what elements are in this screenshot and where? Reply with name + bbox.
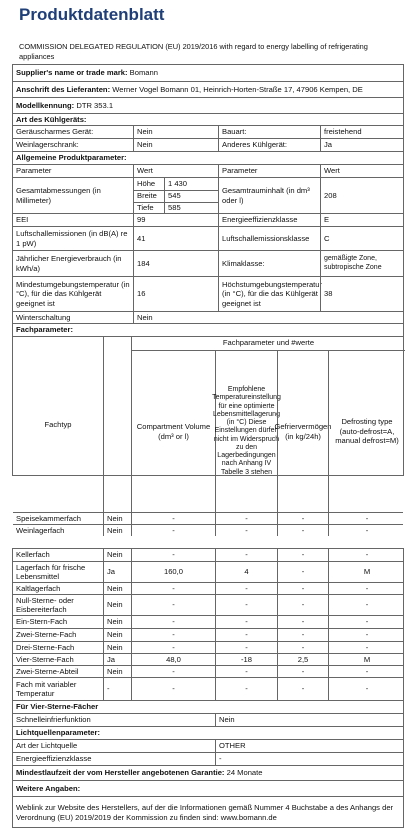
general-header-row: [13, 164, 403, 177]
compartment-row: [13, 582, 403, 594]
compartment-name-cell: Null-Sterne- oder Eisbereiterfach: [16, 595, 74, 614]
compartment-temp-cell: -: [215, 616, 277, 628]
compartment-heading: Fachparameter:: [16, 325, 73, 335]
energy-row: [13, 250, 403, 276]
noise-class-value: C: [320, 227, 405, 250]
noise-label: Luftschallemissionen (in dB(A) re 1 pW): [16, 229, 128, 248]
compartment-defrost-cell: -: [328, 678, 405, 700]
eei-row: [13, 213, 403, 226]
compartment-defrost-cell: M: [328, 562, 405, 582]
compartment-name-cell: Zwei-Sterne-Abteil: [16, 666, 79, 676]
compartment-freeze-cell: -: [277, 629, 328, 641]
min-temp-value: 16: [133, 277, 218, 311]
compartment-defrost-cell: -: [328, 642, 405, 653]
low-noise-label: Geräuscharmes Gerät:: [16, 127, 94, 137]
wine-cabinet-label: Weinlagerschrank:: [16, 140, 79, 150]
compartment-present-cell: Ja: [103, 654, 131, 665]
height-label: Höhe: [137, 179, 156, 188]
compartment-present-cell: Nein: [103, 583, 131, 594]
width-value: 545: [164, 190, 219, 202]
compartment-present-cell: Nein: [103, 666, 131, 677]
compartment-temp-cell: -: [215, 629, 277, 641]
dimensions-label: Gesamtabmessungen (in Millimeter): [16, 186, 101, 205]
warranty-row: [13, 765, 403, 780]
lower-table: [12, 548, 404, 828]
model-row: [13, 97, 403, 113]
supplier-value: Bomann: [129, 68, 158, 78]
compartment-freeze-cell: -: [277, 583, 328, 594]
compartment-name-cell: Ein-Stern-Fach: [16, 617, 68, 627]
compartment-name-cell: Zwei-Sterne-Fach: [16, 630, 77, 640]
compartment-row: [13, 641, 403, 653]
climate-value: gemäßigte Zone, subtropische Zone: [320, 251, 405, 276]
address-row: [13, 81, 403, 97]
winter-row: [13, 311, 403, 323]
compartment-temp-cell: -: [215, 583, 277, 594]
noise-row: [13, 226, 403, 250]
compartment-row: [13, 512, 403, 524]
volume-value: 208: [320, 178, 405, 213]
compartment-row: [13, 561, 403, 582]
light-heading: Lichtquellenparameter:: [16, 728, 100, 738]
compartment-present-cell: Nein: [103, 525, 131, 536]
other-appliance-value: Ja: [320, 139, 405, 151]
compartment-volume-cell: -: [131, 678, 215, 700]
min-temp-label: Mindestumgebungstemperatur (in °C), für die das Kühlgerät geeignet ist: [16, 279, 130, 308]
light-heading-row: [13, 726, 403, 739]
compartment-name-cell: Fach mit variabler Temperatur: [16, 679, 77, 698]
compartment-freeze-cell: -: [277, 595, 328, 615]
winter-label: Winterschaltung: [16, 312, 71, 322]
compartment-name-cell: Weinlagerfach: [16, 525, 65, 535]
compartment-row: [13, 653, 403, 665]
noise-value: 41: [133, 227, 218, 250]
compartment-volume-cell: -: [131, 616, 215, 628]
quick-freeze-row: [13, 713, 403, 726]
compartment-temp-cell: 4: [215, 562, 277, 582]
compartment-volume-cell: 160,0: [131, 562, 215, 582]
appliance-type-heading-row: [13, 113, 403, 125]
value-header: Wert: [133, 165, 218, 177]
compartment-freeze-cell: -: [277, 513, 328, 524]
width-label: Breite: [137, 191, 157, 200]
compartment-freeze-cell: -: [277, 616, 328, 628]
compartment-row: [13, 594, 403, 615]
light-type-value: OTHER: [215, 740, 405, 752]
compartment-name-cell: Lagerfach für frische Lebensmittel: [16, 562, 86, 581]
compartment-temp-cell: -: [215, 549, 277, 561]
compartment-group-header: Fachparameter und #werte: [131, 337, 405, 350]
volume-header: Compartment Volume (dm³ or l): [131, 350, 215, 513]
compartment-volume-cell: -: [131, 629, 215, 641]
compartment-temp-cell: -: [215, 642, 277, 653]
depth-value: 585: [164, 202, 219, 214]
light-class-value: -: [215, 753, 405, 765]
further-heading-row: [13, 780, 403, 796]
further-text-row: [13, 796, 403, 829]
noise-class-label: Luftschallemissionsklasse: [218, 227, 320, 250]
compartment-row: [13, 628, 403, 641]
four-star-heading: Für Vier-Sterne-Fächer: [16, 702, 99, 712]
compartment-present-cell: Nein: [103, 513, 131, 524]
parameter-header: Parameter: [16, 166, 52, 176]
compartment-freeze-cell: -: [277, 525, 328, 536]
compartment-defrost-cell: -: [328, 549, 405, 561]
compartment-defrost-cell: -: [328, 525, 405, 536]
compartment-name-cell: Speisekammerfach: [16, 513, 81, 523]
compartment-row: [13, 665, 403, 677]
compartment-type-header: Fachtyp: [44, 419, 72, 429]
wine-cabinet-value: Nein: [133, 139, 218, 151]
energy-label: Jährlicher Energieverbrauch (in kWh/a): [16, 254, 122, 273]
compartment-temp-cell: -: [215, 595, 277, 615]
compartment-present-cell: -: [103, 678, 131, 700]
winter-value: Nein: [133, 312, 218, 323]
compartment-temp-cell: -: [215, 666, 277, 677]
low-noise-value: Nein: [133, 126, 218, 138]
compartment-present-cell: Ja: [103, 562, 131, 582]
model-value: DTR 353.1: [76, 100, 114, 110]
compartment-present-cell: Nein: [103, 629, 131, 641]
compartment-present-cell: Nein: [103, 595, 131, 615]
climate-label: Klimaklasse:: [218, 251, 320, 276]
compartment-temp-cell: -: [215, 513, 277, 524]
temperature-header: Empfohlene Temperatureinstellung für eine optimierte Lebensmittellagerung (in °C) Diese Einstellungen dürfen nicht im Widerspruch zu den Lagerbedingungen nach Anhang IV Tabelle 3 stehen: [215, 350, 277, 513]
model-label: Modellkennung:: [16, 100, 75, 110]
energy-class-value: E: [320, 214, 405, 226]
compartment-present-cell: Nein: [103, 642, 131, 653]
general-heading-row: [13, 151, 403, 164]
compartment-defrost-cell: -: [328, 595, 405, 615]
compartment-present-cell: Nein: [103, 549, 131, 561]
compartment-volume-cell: -: [131, 642, 215, 653]
compartment-temp-cell: -: [215, 525, 277, 536]
light-type-label: Art der Lichtquelle: [16, 741, 78, 751]
main-table: [12, 64, 404, 535]
compartment-volume-cell: -: [131, 666, 215, 677]
address-value: Werner Vogel Bomann 01, Heinrich-Horten-Straße 17, 47906 Kempen, DE: [112, 84, 363, 94]
compartment-temp-cell: -18: [215, 654, 277, 665]
compartment-freeze-cell: -: [277, 666, 328, 677]
compartment-freeze-cell: -: [277, 562, 328, 582]
general-heading: Allgemeine Produktparameter:: [16, 153, 127, 163]
compartment-name-cell: Kaltlagerfach: [16, 583, 61, 593]
max-temp-value: 38: [320, 277, 405, 311]
height-value: 1 430: [164, 178, 219, 190]
energy-value: 184: [133, 251, 218, 276]
warranty-value: 24 Monate: [226, 768, 263, 778]
page-title: Produktdatenblatt: [19, 5, 165, 24]
dimensions-row: [13, 177, 403, 213]
temperature-row: [13, 276, 403, 311]
volume-label: Gesamtrauminhalt (in dm³ oder l): [218, 178, 320, 213]
compartment-name-cell: Drei-Sterne-Fach: [16, 642, 75, 652]
compartment-defrost-cell: -: [328, 629, 405, 641]
compartment-volume-cell: -: [131, 513, 215, 524]
compartment-name-cell: Kellerfach: [16, 550, 50, 560]
compartment-row: [13, 524, 403, 536]
quick-freeze-label: Schnelleinfrierfunktion: [16, 715, 91, 725]
eei-label: EEI: [16, 215, 29, 225]
compartment-defrost-cell: -: [328, 583, 405, 594]
light-class-label: Energieeffizienzklasse: [16, 754, 92, 764]
compartment-volume-cell: -: [131, 583, 215, 594]
light-type-row: [13, 739, 403, 752]
energy-class-label: Energieeffizienzklasse: [218, 214, 320, 226]
quick-freeze-value: Nein: [215, 714, 405, 726]
supplier-label: Supplier's name or trade mark:: [16, 68, 128, 78]
compartment-defrost-cell: M: [328, 654, 405, 665]
defrost-type-header: Defrosting type (auto-defrost=A, manual defrost=M): [328, 350, 405, 513]
appliance-type-heading: Art des Kühlgeräts:: [16, 114, 87, 124]
four-star-heading-row: [13, 700, 403, 713]
value-header-2: Wert: [320, 165, 405, 177]
max-temp-label: Höchstumgebungstemperatur (in °C), für die das Kühlgerät geeignet ist: [218, 277, 320, 311]
build-value: freistehend: [320, 126, 405, 138]
compartment-row: [13, 677, 403, 700]
compartment-volume-cell: -: [131, 595, 215, 615]
address-label: Anschrift des Lieferanten:: [16, 84, 111, 94]
supplier-row: [13, 65, 403, 81]
depth-label: Tiefe: [137, 203, 154, 212]
compartment-freeze-cell: -: [277, 642, 328, 653]
compartment-row: [13, 615, 403, 628]
freezing-capacity-header: Gefriervermögen (in kg/24h): [277, 350, 328, 513]
eei-value: 99: [133, 214, 218, 226]
build-label: Bauart:: [218, 126, 320, 138]
compartment-present-cell: Nein: [103, 616, 131, 628]
other-appliance-label: Anderes Kühlgerät:: [218, 139, 320, 151]
compartment-freeze-cell: 2,5: [277, 654, 328, 665]
compartment-volume-cell: -: [131, 525, 215, 536]
compartment-heading-row: [13, 323, 403, 336]
parameter-header-2: Parameter: [218, 165, 320, 177]
compartment-volume-cell: 48,0: [131, 654, 215, 665]
compartment-defrost-cell: -: [328, 616, 405, 628]
compartment-temp-cell: -: [215, 678, 277, 700]
further-text: Weblink zur Website des Herstellers, auf der die Informationen gemäß Nummer 4 Buchstabe a des Anhangs der Verordnung (EU) 2019/2019 der Kommission zu finden sind: www.bomann.de: [16, 802, 394, 822]
compartment-name-cell: Vier-Sterne-Fach: [16, 654, 74, 664]
compartment-header-row: [13, 336, 403, 512]
compartment-row: [13, 549, 403, 561]
compartment-freeze-cell: -: [277, 549, 328, 561]
compartment-defrost-cell: -: [328, 513, 405, 524]
compartment-freeze-cell: -: [277, 678, 328, 700]
appliance-type-row-1: [13, 125, 403, 138]
further-heading: Weitere Angaben:: [16, 783, 81, 793]
compartment-volume-cell: -: [131, 549, 215, 561]
regulation-text: COMMISSION DELEGATED REGULATION (EU) 2019/2016 with regard to energy labelling of refrigerating appliances: [19, 42, 368, 61]
light-class-row: [13, 752, 403, 765]
compartment-defrost-cell: -: [328, 666, 405, 677]
warranty-label: Mindestlaufzeit der vom Hersteller angebotenen Garantie:: [16, 768, 225, 778]
appliance-type-row-2: [13, 138, 403, 151]
